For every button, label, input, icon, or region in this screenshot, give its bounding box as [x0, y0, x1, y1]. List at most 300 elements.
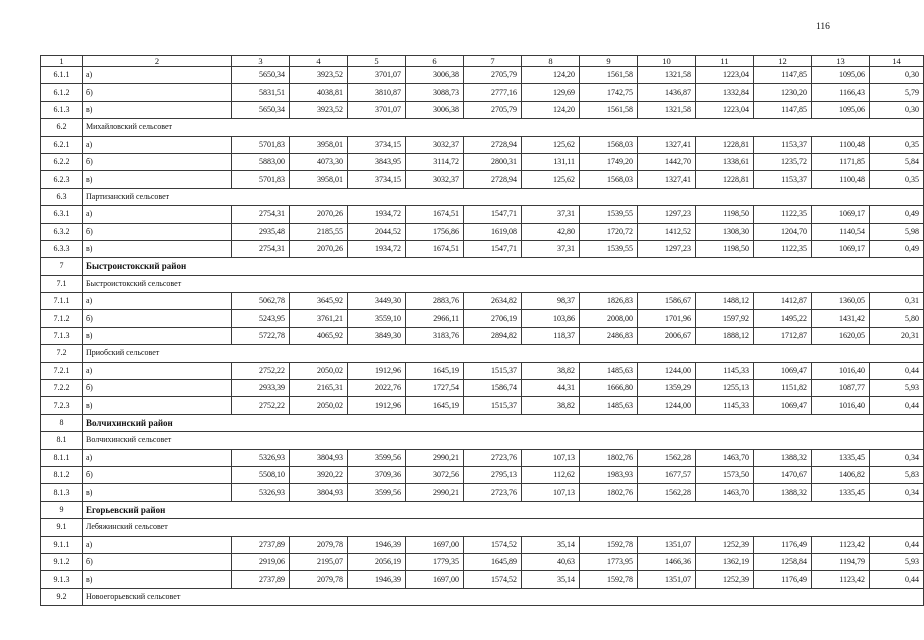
- value-cell: 3088,73: [406, 84, 464, 101]
- value-cell: 1230,20: [754, 84, 812, 101]
- row-code: 9.1.2: [41, 553, 83, 570]
- value-cell: 1351,07: [638, 571, 696, 588]
- value-cell: 1069,47: [754, 397, 812, 414]
- value-cell: 1485,63: [580, 362, 638, 379]
- column-number: 8: [522, 56, 580, 67]
- value-cell: 0,44: [870, 362, 924, 379]
- column-number: 13: [812, 56, 870, 67]
- value-cell: 1912,96: [348, 362, 406, 379]
- value-cell: 1244,00: [638, 362, 696, 379]
- value-cell: 1151,82: [754, 380, 812, 397]
- value-cell: 1122,35: [754, 240, 812, 257]
- value-cell: 1176,49: [754, 536, 812, 553]
- row-code: 9.1: [41, 519, 83, 536]
- value-cell: 40,63: [522, 553, 580, 570]
- value-cell: 1338,61: [696, 153, 754, 170]
- row-label: б): [83, 223, 232, 240]
- column-number: 1: [41, 56, 83, 67]
- section-row: [41, 119, 924, 136]
- district-title: Егорьевский район: [83, 501, 924, 518]
- table-row: [41, 362, 924, 379]
- row-label: б): [83, 153, 232, 170]
- value-cell: 1574,52: [464, 571, 522, 588]
- value-cell: 98,37: [522, 293, 580, 310]
- column-number: 11: [696, 56, 754, 67]
- table-row: [41, 136, 924, 153]
- table-row: [41, 466, 924, 483]
- row-code: 7.2.2: [41, 380, 83, 397]
- section-row: [41, 275, 924, 292]
- value-cell: 1645,89: [464, 553, 522, 570]
- value-cell: 1574,52: [464, 536, 522, 553]
- table-row: [41, 484, 924, 501]
- value-cell: 1934,72: [348, 206, 406, 223]
- row-code: 8.1.2: [41, 466, 83, 483]
- value-cell: 2044,52: [348, 223, 406, 240]
- value-cell: 2008,00: [580, 310, 638, 327]
- value-cell: 1145,33: [696, 362, 754, 379]
- district-title: Волчихинский район: [83, 414, 924, 431]
- value-cell: 1742,75: [580, 84, 638, 101]
- value-cell: 1946,39: [348, 536, 406, 553]
- value-cell: 1463,70: [696, 449, 754, 466]
- value-cell: 2894,82: [464, 327, 522, 344]
- value-cell: 3701,07: [348, 101, 406, 118]
- column-number-row: [41, 56, 924, 67]
- value-cell: 5650,34: [232, 101, 290, 118]
- value-cell: 0,49: [870, 206, 924, 223]
- value-cell: 1888,12: [696, 327, 754, 344]
- value-cell: 3559,10: [348, 310, 406, 327]
- table-row: [41, 101, 924, 118]
- row-label: а): [83, 136, 232, 153]
- value-cell: 1016,40: [812, 362, 870, 379]
- value-cell: 1561,58: [580, 101, 638, 118]
- value-cell: 2079,78: [290, 571, 348, 588]
- value-cell: 5,93: [870, 380, 924, 397]
- row-code: 7.1.2: [41, 310, 83, 327]
- value-cell: 3734,15: [348, 171, 406, 188]
- value-cell: 1547,71: [464, 206, 522, 223]
- value-cell: 3958,01: [290, 136, 348, 153]
- table-row: [41, 293, 924, 310]
- value-cell: 37,31: [522, 240, 580, 257]
- table-row: [41, 327, 924, 344]
- value-cell: 1235,72: [754, 153, 812, 170]
- district-row: [41, 501, 924, 518]
- section-title: Лебяжинский сельсовет: [83, 519, 924, 536]
- value-cell: 2079,78: [290, 536, 348, 553]
- value-cell: 2752,22: [232, 397, 290, 414]
- page-number: 116: [816, 22, 830, 32]
- value-cell: 1176,49: [754, 571, 812, 588]
- value-cell: 1539,55: [580, 206, 638, 223]
- row-code: 9.1.3: [41, 571, 83, 588]
- value-cell: 5326,93: [232, 449, 290, 466]
- value-cell: 1562,28: [638, 484, 696, 501]
- value-cell: 0,30: [870, 67, 924, 84]
- value-cell: 1547,71: [464, 240, 522, 257]
- value-cell: 0,49: [870, 240, 924, 257]
- value-cell: 1515,37: [464, 397, 522, 414]
- value-cell: 2050,02: [290, 362, 348, 379]
- value-cell: 1442,70: [638, 153, 696, 170]
- value-cell: 1674,51: [406, 240, 464, 257]
- value-cell: 1406,82: [812, 466, 870, 483]
- value-cell: 1171,85: [812, 153, 870, 170]
- value-cell: 1515,37: [464, 362, 522, 379]
- value-cell: 1573,50: [696, 466, 754, 483]
- row-label: в): [83, 571, 232, 588]
- row-code: 6.2.2: [41, 153, 83, 170]
- row-label: б): [83, 466, 232, 483]
- value-cell: 107,13: [522, 484, 580, 501]
- row-code: 8: [41, 414, 83, 431]
- value-cell: 1335,45: [812, 484, 870, 501]
- value-cell: 3006,38: [406, 101, 464, 118]
- section-row: [41, 519, 924, 536]
- value-cell: 125,62: [522, 136, 580, 153]
- row-code: 7.1.3: [41, 327, 83, 344]
- value-cell: 1147,85: [754, 67, 812, 84]
- table-row: [41, 240, 924, 257]
- column-number: 10: [638, 56, 696, 67]
- row-code: 6.1.1: [41, 67, 83, 84]
- value-cell: 5883,00: [232, 153, 290, 170]
- value-cell: 0,35: [870, 136, 924, 153]
- section-title: Новоегорьевский сельсовет: [83, 588, 924, 605]
- value-cell: 1198,50: [696, 240, 754, 257]
- district-title: Быстроистокский район: [83, 258, 924, 275]
- value-cell: 1016,40: [812, 397, 870, 414]
- value-cell: 124,20: [522, 101, 580, 118]
- value-cell: 1362,19: [696, 553, 754, 570]
- value-cell: 1244,00: [638, 397, 696, 414]
- value-cell: 3599,56: [348, 449, 406, 466]
- value-cell: 1466,36: [638, 553, 696, 570]
- row-code: 6.3.1: [41, 206, 83, 223]
- value-cell: 1095,06: [812, 101, 870, 118]
- value-cell: 2723,76: [464, 484, 522, 501]
- section-title: Михайловский сельсовет: [83, 119, 924, 136]
- row-label: б): [83, 84, 232, 101]
- value-cell: 1749,20: [580, 153, 638, 170]
- value-cell: 2706,19: [464, 310, 522, 327]
- value-cell: 2966,11: [406, 310, 464, 327]
- value-cell: 1561,58: [580, 67, 638, 84]
- value-cell: 3923,52: [290, 67, 348, 84]
- row-code: 7.1: [41, 275, 83, 292]
- value-cell: 1677,57: [638, 466, 696, 483]
- value-cell: 2933,39: [232, 380, 290, 397]
- value-cell: 1388,32: [754, 484, 812, 501]
- value-cell: 1802,76: [580, 449, 638, 466]
- value-cell: 1592,78: [580, 536, 638, 553]
- value-cell: 112,62: [522, 466, 580, 483]
- value-cell: 1327,41: [638, 136, 696, 153]
- row-label: в): [83, 240, 232, 257]
- row-code: 7.2: [41, 345, 83, 362]
- value-cell: 3709,36: [348, 466, 406, 483]
- value-cell: 2728,94: [464, 136, 522, 153]
- value-cell: 1674,51: [406, 206, 464, 223]
- value-cell: 5508,10: [232, 466, 290, 483]
- value-cell: 38,82: [522, 397, 580, 414]
- row-code: 6.3: [41, 188, 83, 205]
- value-cell: 1145,33: [696, 397, 754, 414]
- value-cell: 3923,52: [290, 101, 348, 118]
- value-cell: 3072,56: [406, 466, 464, 483]
- table-row: [41, 536, 924, 553]
- table-row: [41, 84, 924, 101]
- value-cell: 5701,83: [232, 136, 290, 153]
- value-cell: 118,37: [522, 327, 580, 344]
- row-label: а): [83, 536, 232, 553]
- value-cell: 1912,96: [348, 397, 406, 414]
- value-cell: 1153,37: [754, 136, 812, 153]
- value-cell: 1463,70: [696, 484, 754, 501]
- value-cell: 2723,76: [464, 449, 522, 466]
- value-cell: 1697,00: [406, 536, 464, 553]
- value-cell: 1436,87: [638, 84, 696, 101]
- value-cell: 35,14: [522, 536, 580, 553]
- column-number: 9: [580, 56, 638, 67]
- value-cell: 1802,76: [580, 484, 638, 501]
- value-cell: 2737,89: [232, 571, 290, 588]
- row-code: 6.3.2: [41, 223, 83, 240]
- section-title: Партизанский сельсовет: [83, 188, 924, 205]
- value-cell: 103,86: [522, 310, 580, 327]
- value-cell: 4073,30: [290, 153, 348, 170]
- value-cell: 2990,21: [406, 484, 464, 501]
- tariff-table: [40, 55, 924, 606]
- value-cell: 1258,84: [754, 553, 812, 570]
- value-cell: 2883,76: [406, 293, 464, 310]
- value-cell: 1204,70: [754, 223, 812, 240]
- row-code: 9.1.1: [41, 536, 83, 553]
- row-code: 6.2.3: [41, 171, 83, 188]
- value-cell: 1488,12: [696, 293, 754, 310]
- row-code: 8.1.3: [41, 484, 83, 501]
- section-title: Быстроистокский сельсовет: [83, 275, 924, 292]
- value-cell: 3810,87: [348, 84, 406, 101]
- value-cell: 1123,42: [812, 536, 870, 553]
- row-label: а): [83, 362, 232, 379]
- value-cell: 3114,72: [406, 153, 464, 170]
- value-cell: 3701,07: [348, 67, 406, 84]
- value-cell: 3804,93: [290, 484, 348, 501]
- row-code: 7.2.3: [41, 397, 83, 414]
- value-cell: 1252,39: [696, 571, 754, 588]
- table-row: [41, 206, 924, 223]
- value-cell: 1586,67: [638, 293, 696, 310]
- value-cell: 1228,81: [696, 171, 754, 188]
- value-cell: 1666,80: [580, 380, 638, 397]
- value-cell: 5722,78: [232, 327, 290, 344]
- value-cell: 1069,17: [812, 240, 870, 257]
- section-row: [41, 188, 924, 205]
- value-cell: 5,93: [870, 553, 924, 570]
- value-cell: 2056,19: [348, 553, 406, 570]
- row-code: 6.1.2: [41, 84, 83, 101]
- value-cell: 2705,79: [464, 101, 522, 118]
- value-cell: 37,31: [522, 206, 580, 223]
- value-cell: 1069,17: [812, 206, 870, 223]
- value-cell: 1779,35: [406, 553, 464, 570]
- district-row: [41, 258, 924, 275]
- value-cell: 1095,06: [812, 67, 870, 84]
- value-cell: 1756,86: [406, 223, 464, 240]
- value-cell: 1720,72: [580, 223, 638, 240]
- value-cell: 1194,79: [812, 553, 870, 570]
- table-row: [41, 67, 924, 84]
- row-code: 7.2.1: [41, 362, 83, 379]
- value-cell: 0,34: [870, 484, 924, 501]
- value-cell: 1360,05: [812, 293, 870, 310]
- value-cell: 0,44: [870, 571, 924, 588]
- value-cell: 3958,01: [290, 171, 348, 188]
- value-cell: 4038,81: [290, 84, 348, 101]
- row-label: б): [83, 310, 232, 327]
- value-cell: 1153,37: [754, 171, 812, 188]
- table-row: [41, 380, 924, 397]
- section-title: Приобский сельсовет: [83, 345, 924, 362]
- value-cell: 3920,22: [290, 466, 348, 483]
- row-label: а): [83, 449, 232, 466]
- value-cell: 2022,76: [348, 380, 406, 397]
- value-cell: 1166,43: [812, 84, 870, 101]
- value-cell: 107,13: [522, 449, 580, 466]
- district-row: [41, 414, 924, 431]
- value-cell: 0,30: [870, 101, 924, 118]
- value-cell: 1335,45: [812, 449, 870, 466]
- row-code: 6.3.3: [41, 240, 83, 257]
- value-cell: 5326,93: [232, 484, 290, 501]
- row-code: 6.1.3: [41, 101, 83, 118]
- table-row: [41, 397, 924, 414]
- row-label: а): [83, 293, 232, 310]
- value-cell: 2737,89: [232, 536, 290, 553]
- value-cell: 2990,21: [406, 449, 464, 466]
- value-cell: 1727,54: [406, 380, 464, 397]
- table-row: [41, 449, 924, 466]
- value-cell: 1470,67: [754, 466, 812, 483]
- row-code: 8.1.1: [41, 449, 83, 466]
- value-cell: 131,11: [522, 153, 580, 170]
- value-cell: 1619,08: [464, 223, 522, 240]
- value-cell: 1140,54: [812, 223, 870, 240]
- value-cell: 1359,29: [638, 380, 696, 397]
- value-cell: 3849,30: [348, 327, 406, 344]
- value-cell: 1946,39: [348, 571, 406, 588]
- value-cell: 3843,95: [348, 153, 406, 170]
- row-label: в): [83, 171, 232, 188]
- row-code: 6.2.1: [41, 136, 83, 153]
- value-cell: 2634,82: [464, 293, 522, 310]
- section-title: Волчихинский сельсовет: [83, 432, 924, 449]
- value-cell: 44,31: [522, 380, 580, 397]
- row-code: 7.1.1: [41, 293, 83, 310]
- value-cell: 3183,76: [406, 327, 464, 344]
- value-cell: 1412,52: [638, 223, 696, 240]
- value-cell: 124,20: [522, 67, 580, 84]
- value-cell: 1934,72: [348, 240, 406, 257]
- value-cell: 1826,83: [580, 293, 638, 310]
- value-cell: 2050,02: [290, 397, 348, 414]
- value-cell: 5831,51: [232, 84, 290, 101]
- value-cell: 2185,55: [290, 223, 348, 240]
- table-row: [41, 571, 924, 588]
- value-cell: 3761,21: [290, 310, 348, 327]
- value-cell: 1701,96: [638, 310, 696, 327]
- value-cell: 2754,31: [232, 240, 290, 257]
- value-cell: 3032,37: [406, 136, 464, 153]
- value-cell: 1697,00: [406, 571, 464, 588]
- row-label: в): [83, 101, 232, 118]
- table-row: [41, 153, 924, 170]
- section-row: [41, 432, 924, 449]
- value-cell: 1485,63: [580, 397, 638, 414]
- value-cell: 5,79: [870, 84, 924, 101]
- row-code: 6.2: [41, 119, 83, 136]
- value-cell: 2165,31: [290, 380, 348, 397]
- value-cell: 1297,23: [638, 240, 696, 257]
- row-label: в): [83, 484, 232, 501]
- column-number: 5: [348, 56, 406, 67]
- row-label: б): [83, 380, 232, 397]
- value-cell: 3006,38: [406, 67, 464, 84]
- value-cell: 2919,06: [232, 553, 290, 570]
- value-cell: 1252,39: [696, 536, 754, 553]
- value-cell: 3645,92: [290, 293, 348, 310]
- table-row: [41, 171, 924, 188]
- value-cell: 1645,19: [406, 397, 464, 414]
- value-cell: 1327,41: [638, 171, 696, 188]
- value-cell: 2006,67: [638, 327, 696, 344]
- value-cell: 1332,84: [696, 84, 754, 101]
- value-cell: 3449,30: [348, 293, 406, 310]
- value-cell: 0,35: [870, 171, 924, 188]
- value-cell: 2195,07: [290, 553, 348, 570]
- row-code: 9: [41, 501, 83, 518]
- value-cell: 2070,26: [290, 206, 348, 223]
- section-row: [41, 345, 924, 362]
- value-cell: 1983,93: [580, 466, 638, 483]
- value-cell: 5650,34: [232, 67, 290, 84]
- value-cell: 5701,83: [232, 171, 290, 188]
- value-cell: 2070,26: [290, 240, 348, 257]
- table-row: [41, 223, 924, 240]
- value-cell: 1388,32: [754, 449, 812, 466]
- value-cell: 1100,48: [812, 171, 870, 188]
- value-cell: 1100,48: [812, 136, 870, 153]
- value-cell: 1586,74: [464, 380, 522, 397]
- value-cell: 1223,04: [696, 67, 754, 84]
- value-cell: 20,31: [870, 327, 924, 344]
- value-cell: 1255,13: [696, 380, 754, 397]
- value-cell: 3599,56: [348, 484, 406, 501]
- value-cell: 1773,95: [580, 553, 638, 570]
- value-cell: 1495,22: [754, 310, 812, 327]
- value-cell: 1223,04: [696, 101, 754, 118]
- value-cell: 1297,23: [638, 206, 696, 223]
- value-cell: 5,84: [870, 153, 924, 170]
- section-row: [41, 588, 924, 605]
- row-label: в): [83, 327, 232, 344]
- value-cell: 1562,28: [638, 449, 696, 466]
- value-cell: 1198,50: [696, 206, 754, 223]
- table-row: [41, 310, 924, 327]
